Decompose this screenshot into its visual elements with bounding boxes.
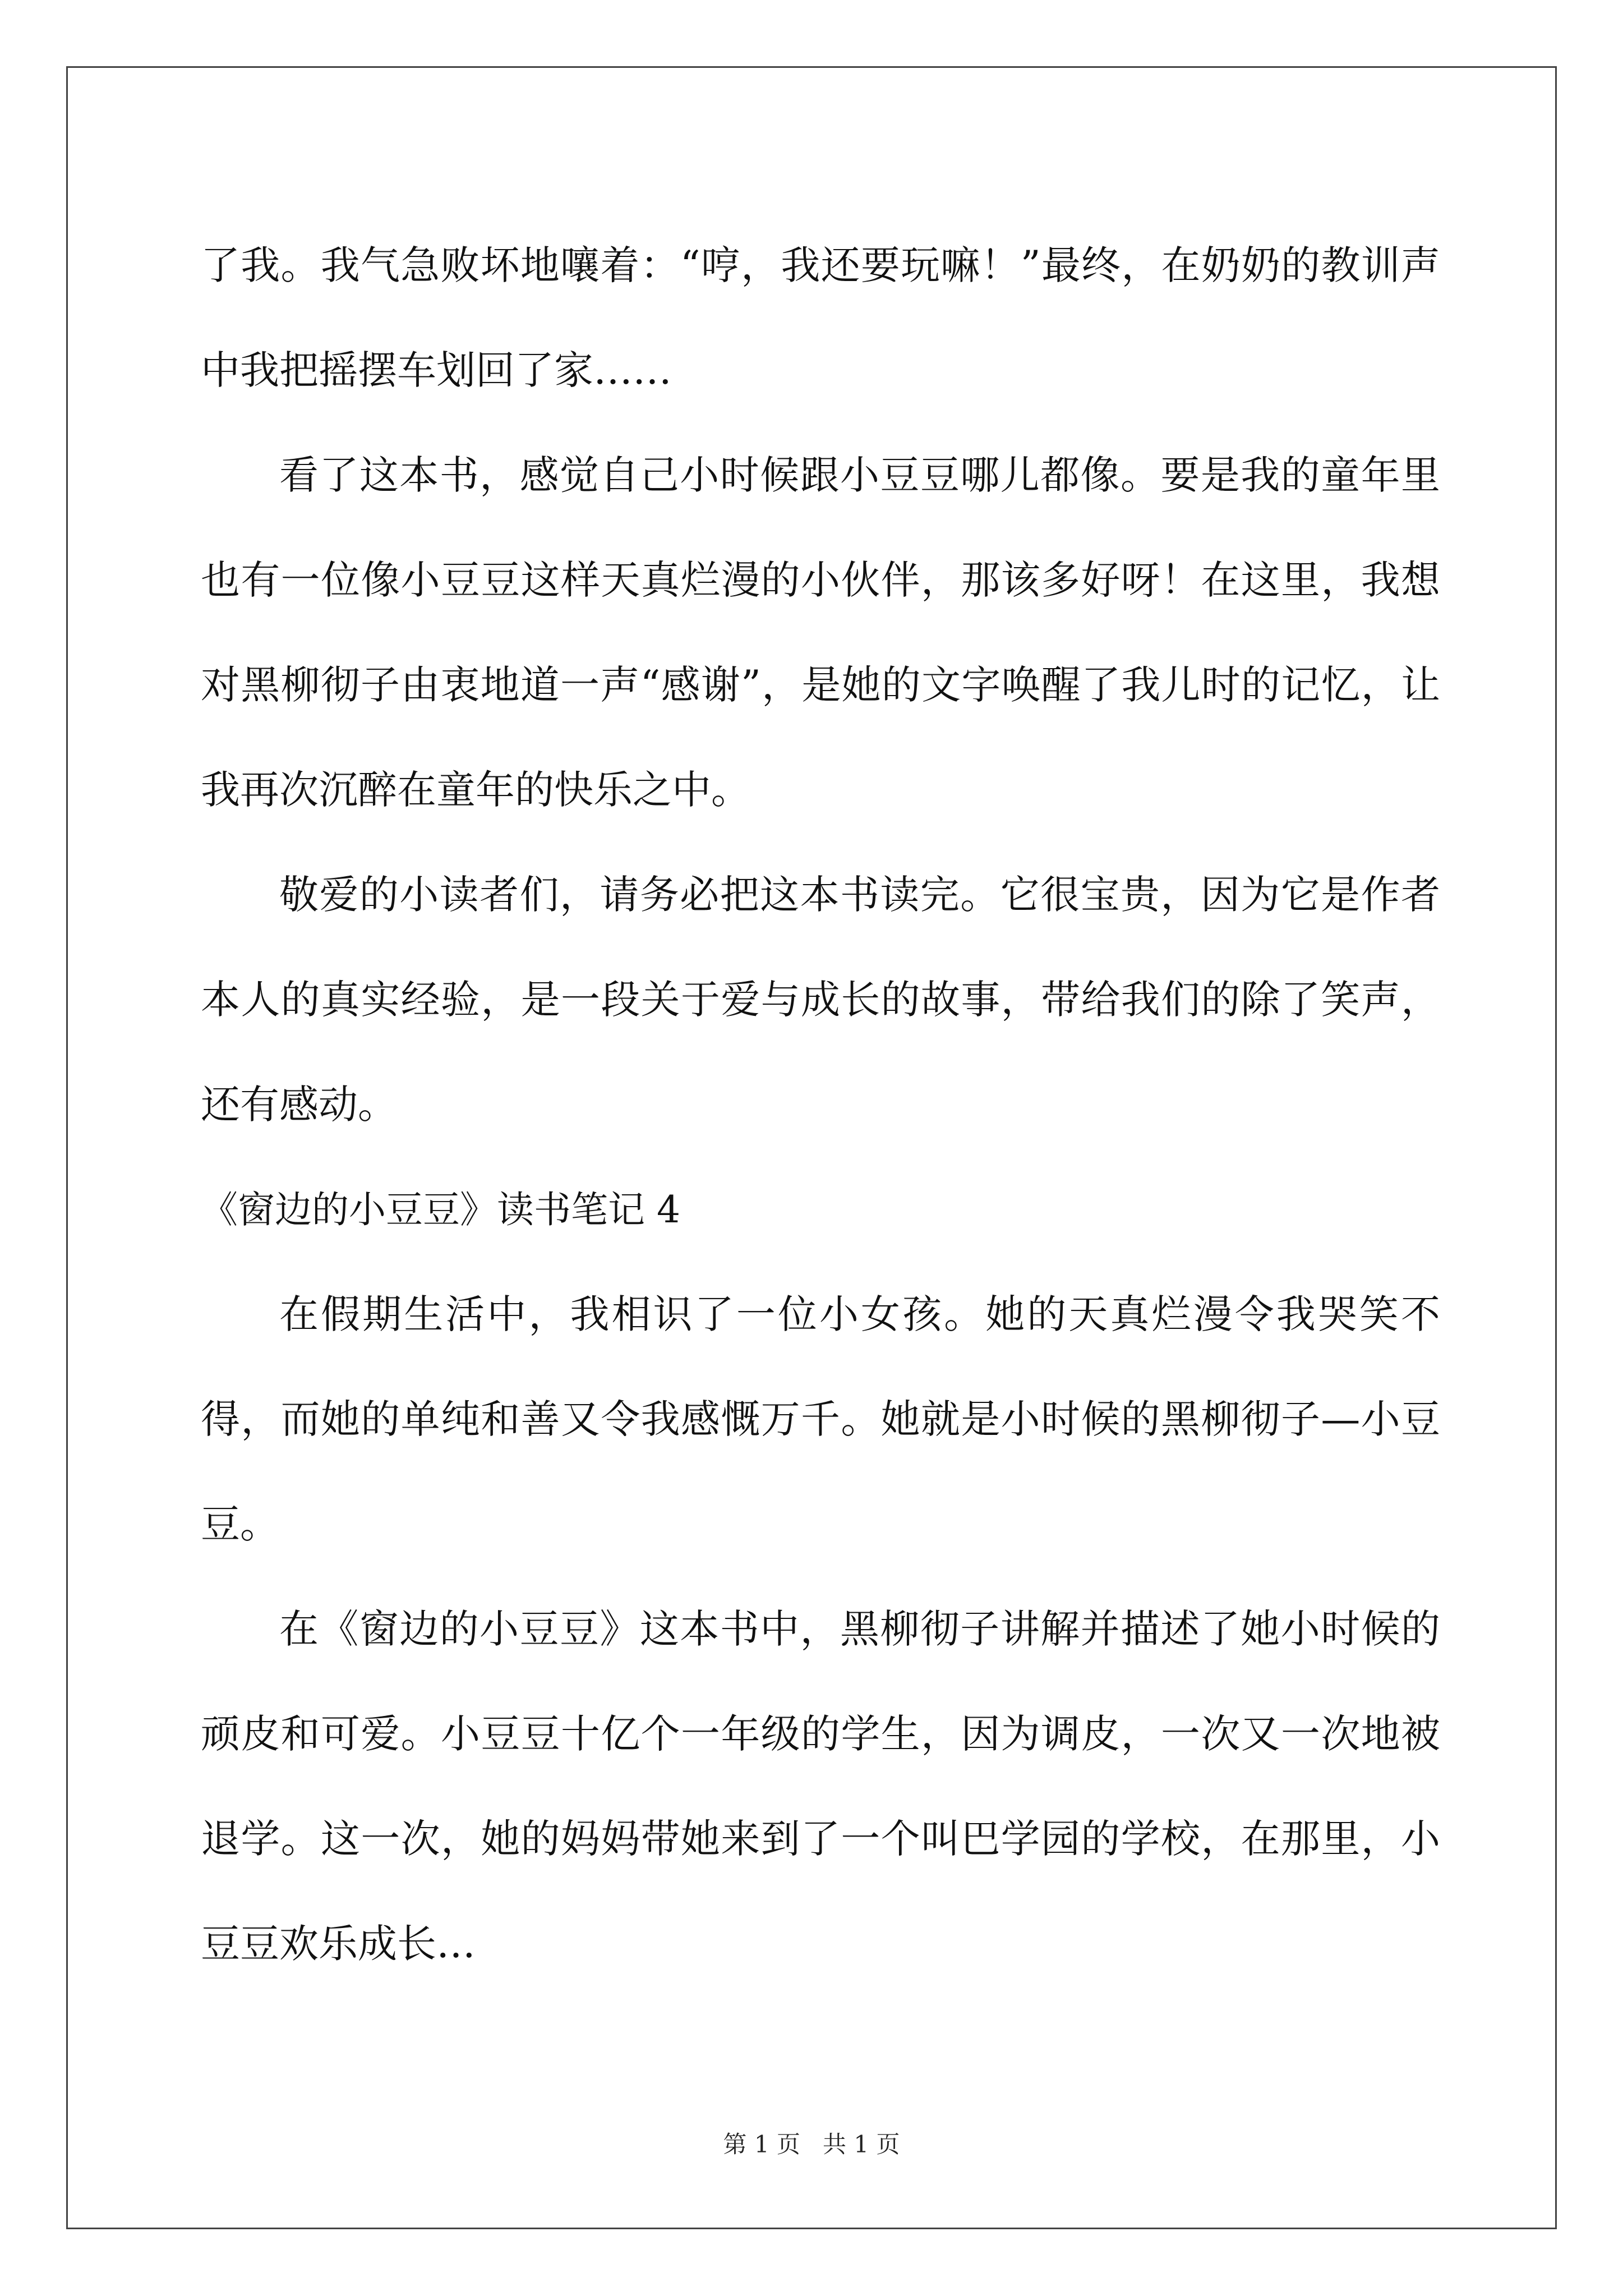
document-body bbox=[201, 213, 1440, 1996]
paragraph-5: 在《窗边的小豆豆》这本书中，黑柳彻子讲解并描述了她小时候的顽皮和可爱。小豆豆十亿个一年级的学生，因为调皮，一次又一次地被退学。这一次，她的妈妈带她来到了一个叫巴学园的学校，在那里，小豆豆欢乐成长… bbox=[201, 1606, 1440, 1967]
paragraph-4: 在假期生活中，我相识了一位小女孩。她的天真烂漫令我哭笑不得，而她的单纯和善又令我感慨万千。她就是小时候的黑柳彻子—小豆豆。 bbox=[201, 1291, 1440, 1547]
section-heading: 《窗边的小豆豆》读书笔记 4 bbox=[201, 1188, 680, 1231]
paragraph-1: 了我。我气急败坏地嚷着：“哼，我还要玩嘛！”最终，在奶奶的教训声中我把摇摆车划回了家…… bbox=[201, 242, 1440, 393]
paragraph-3: 敬爱的小读者们，请务必把这本书读完。它很宝贵，因为它是作者本人的真实经验，是一段关于爱与成长的故事，带给我们的除了笑声，还有感动。 bbox=[201, 872, 1440, 1128]
page-number-footer: 第 1 页 共 1 页 bbox=[723, 2131, 900, 2158]
paragraph-2: 看了这本书，感觉自己小时候跟小豆豆哪儿都像。要是我的童年里也有一位像小豆豆这样天真烂漫的小伙伴，那该多好呀！在这里，我想对黑柳彻子由衷地道一声“感谢”，是她的文字唤醒了我儿时的记忆，让我再次沉醉在童年的快乐之中。 bbox=[201, 452, 1440, 813]
